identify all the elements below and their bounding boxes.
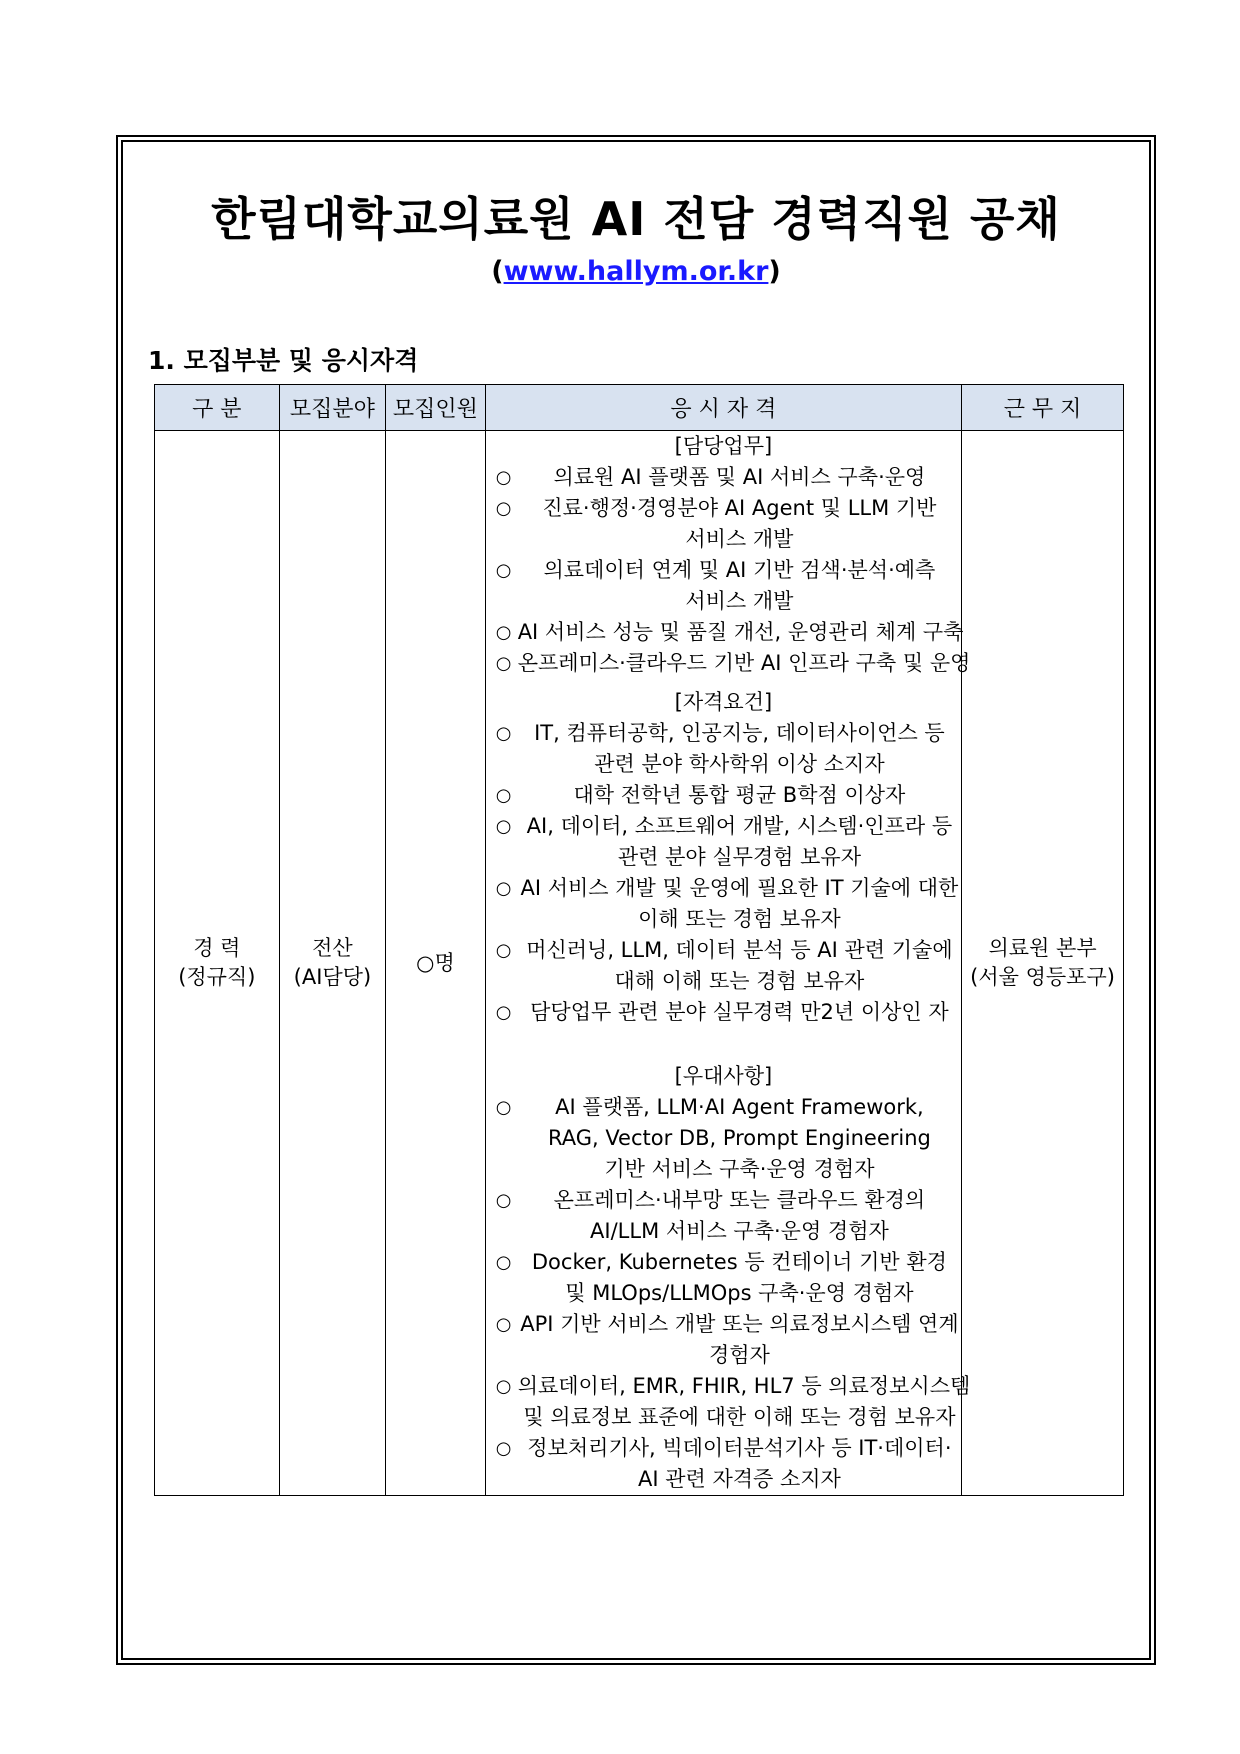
qualifications-cell xyxy=(485,431,971,1496)
list-item xyxy=(486,617,964,648)
list-item-line: AI 서비스 성능 및 품질 개선, 운영관리 체계 구축 xyxy=(517,620,964,644)
list-item xyxy=(486,718,961,780)
list-item-line: RAG, Vector DB, Prompt Engineering xyxy=(547,1126,931,1150)
list-item-line: 대해 이해 또는 경험 보유자 xyxy=(614,969,865,993)
list-item xyxy=(486,462,961,493)
field-cell xyxy=(279,431,386,1496)
list-item-line: API 기반 서비스 개발 또는 의료정보시스템 연계 xyxy=(520,1312,959,1336)
list-item-line: 의료원 AI 플랫폼 및 AI 서비스 구축·운영 xyxy=(553,465,926,489)
list-item-line: AI 관련 자격증 소지자 xyxy=(637,1467,841,1491)
header-field: 모집분야 xyxy=(279,385,386,431)
page-title: 한림대학교의료원 AI 전담 경력직원 공채 xyxy=(211,192,1061,246)
list-item-line: 온프레미스·클라우드 기반 AI 인프라 구축 및 운영 xyxy=(517,651,971,675)
list-item-line: 서비스 개발 xyxy=(685,589,794,613)
bullet-circle-icon: ○ xyxy=(495,723,512,744)
bullet-circle-icon: ○ xyxy=(495,1190,512,1211)
bullet-circle-icon: ○ xyxy=(495,622,512,643)
list-item-line: 정보처리기사, 빅데이터분석기사 등 IT·데이터· xyxy=(527,1436,952,1460)
duties-list xyxy=(486,462,971,679)
field-line-2: (AI담당) xyxy=(293,965,372,989)
count-cell: ○명 xyxy=(386,431,486,1496)
bullet-circle-icon: ○ xyxy=(495,1376,512,1397)
list-item-line: 및 의료정보 표준에 대한 이해 또는 경험 보유자 xyxy=(523,1405,956,1429)
duties-heading: [담당업무] xyxy=(674,434,773,458)
list-item xyxy=(486,780,961,811)
url-paren-close: ) xyxy=(768,256,781,287)
list-item xyxy=(486,1185,961,1247)
website-link[interactable]: www.hallym.or.kr xyxy=(503,256,769,287)
list-item xyxy=(486,1371,971,1433)
list-item-line: AI 플랫폼, LLM·AI Agent Framework, xyxy=(555,1095,924,1119)
category-cell xyxy=(155,431,280,1496)
list-item-line: 및 MLOps/LLMOps 구축·운영 경험자 xyxy=(565,1281,914,1305)
header-location: 근 무 지 xyxy=(962,385,1124,431)
recruitment-table xyxy=(154,384,1124,1496)
header-count: 모집인원 xyxy=(386,385,486,431)
category-line-1: 경 력 xyxy=(193,936,241,960)
bullet-circle-icon: ○ xyxy=(495,560,512,581)
preferences-block xyxy=(486,1061,971,1495)
header-category: 구 분 xyxy=(155,385,280,431)
header-qualifications: 응 시 자 격 xyxy=(485,385,961,431)
bullet-circle-icon: ○ xyxy=(495,878,512,899)
duties-block xyxy=(486,431,971,679)
bullet-circle-icon: ○ xyxy=(495,1002,512,1023)
list-item xyxy=(486,648,971,679)
list-item-line: AI, 데이터, 소프트웨어 개발, 시스템·인프라 등 xyxy=(526,814,953,838)
bullet-circle-icon: ○ xyxy=(495,785,512,806)
section-title: 1. 모집부분 및 응시자격 xyxy=(148,346,419,375)
list-item xyxy=(486,1092,961,1185)
bullet-circle-icon: ○ xyxy=(495,940,512,961)
list-item xyxy=(486,1309,961,1371)
list-item-line: 머신러닝, LLM, 데이터 분석 등 AI 관련 기술에 xyxy=(526,938,953,962)
preferences-list xyxy=(486,1092,971,1495)
url-paren-open: ( xyxy=(491,256,504,287)
field-line-1: 전산 xyxy=(312,936,353,960)
list-item-line: 대학 전학년 통합 평균 B학점 이상자 xyxy=(573,783,906,807)
list-item-line: AI 서비스 개발 및 운영에 필요한 IT 기술에 대한 xyxy=(520,876,959,900)
list-item-line: 온프레미스·내부망 또는 클라우드 환경의 xyxy=(553,1188,926,1212)
list-item xyxy=(486,811,961,873)
requirements-heading: [자격요건] xyxy=(674,690,773,714)
table-row xyxy=(155,431,1124,1496)
website-url xyxy=(116,256,1156,287)
category-line-2: (정규직) xyxy=(178,965,256,989)
preferences-heading: [우대사항] xyxy=(674,1064,773,1088)
bullet-circle-icon: ○ xyxy=(495,1438,512,1459)
location-cell xyxy=(962,431,1124,1496)
list-item xyxy=(486,493,961,555)
requirements-block xyxy=(486,687,961,1028)
bullet-circle-icon: ○ xyxy=(495,653,512,674)
list-item-line: 서비스 개발 xyxy=(685,527,794,551)
requirements-list xyxy=(486,718,961,1028)
list-item xyxy=(486,935,961,997)
list-item-line: 의료데이터, EMR, FHIR, HL7 등 의료정보시스템 xyxy=(517,1374,971,1398)
list-item-line: 관련 분야 실무경험 보유자 xyxy=(617,845,861,869)
table-header-row xyxy=(155,385,1124,431)
location-line-2: (서울 영등포구) xyxy=(970,965,1115,989)
list-item-line: 이해 또는 경험 보유자 xyxy=(638,907,841,931)
location-line-1: 의료원 본부 xyxy=(988,936,1097,960)
list-item-line: 진료·행정·경영분야 AI Agent 및 LLM 기반 xyxy=(542,496,937,520)
bullet-circle-icon: ○ xyxy=(495,1314,512,1335)
list-item-line: 담당업무 관련 분야 실무경력 만2년 이상인 자 xyxy=(530,1000,949,1024)
list-item xyxy=(486,555,961,617)
list-item-line: AI/LLM 서비스 구축·운영 경험자 xyxy=(590,1219,889,1243)
list-item-line: Docker, Kubernetes 등 컨테이너 기반 환경 xyxy=(531,1250,947,1274)
bullet-circle-icon: ○ xyxy=(495,816,512,837)
bullet-circle-icon: ○ xyxy=(495,1097,512,1118)
list-item-line: 의료데이터 연계 및 AI 기반 검색·분석·예측 xyxy=(543,558,936,582)
list-item-line: 기반 서비스 구축·운영 경험자 xyxy=(604,1157,875,1181)
list-item xyxy=(486,873,961,935)
list-item-line: 관련 분야 학사학위 이상 소지자 xyxy=(594,752,885,776)
bullet-circle-icon: ○ xyxy=(495,1252,512,1273)
bullet-circle-icon: ○ xyxy=(495,467,512,488)
list-item xyxy=(486,997,961,1028)
list-item-line: 경험자 xyxy=(708,1343,770,1367)
list-item-line: IT, 컴퓨터공학, 인공지능, 데이터사이언스 등 xyxy=(534,721,945,745)
list-item xyxy=(486,1247,961,1309)
bullet-circle-icon: ○ xyxy=(495,498,512,519)
list-item xyxy=(486,1433,961,1495)
